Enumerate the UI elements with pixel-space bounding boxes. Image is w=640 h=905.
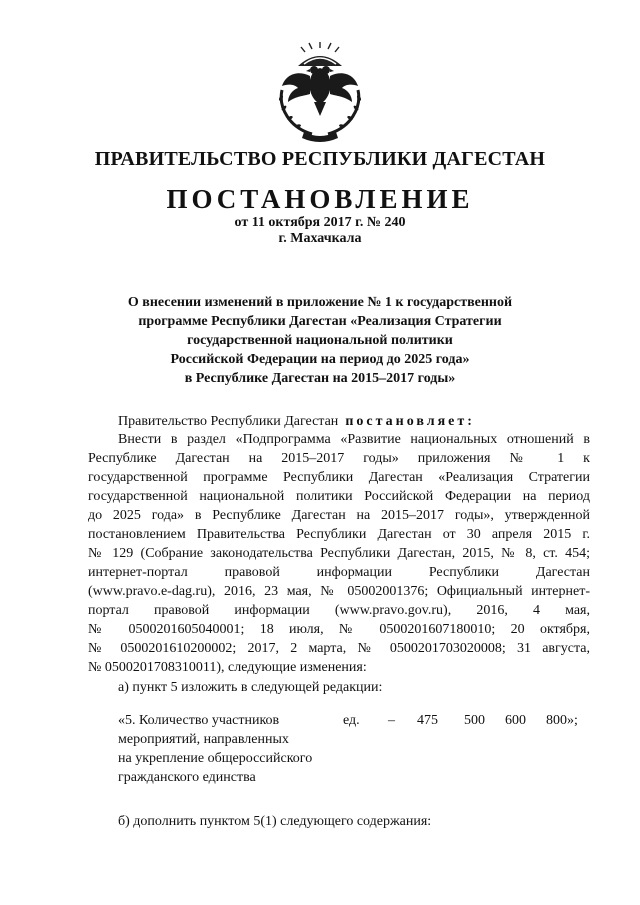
paragraph-line: (www.pravo.e-dag.ru), 2016, 23 мая, № 05002001376; Официальный интернет- <box>88 584 590 599</box>
paragraph-line: Республике Дагестан на 2015–2017 годы» приложения № 1 к <box>88 451 590 466</box>
indicator-value-2015: 475 <box>417 713 438 728</box>
paragraph-line: до 2025 года» в Республике Дагестан на 2015–2017 годы», утвержденной <box>88 508 590 523</box>
paragraph-line: Внести в раздел «Подпрограмма «Развитие национальных отношений в <box>118 432 590 447</box>
dagestan-coat-of-arms-icon <box>268 40 372 146</box>
document-subject <box>100 293 540 388</box>
indicator-label-line: мероприятий, направленных <box>118 732 289 747</box>
item-a: а) пункт 5 изложить в следующей редакции: <box>118 680 383 695</box>
indicator-value-2017: 600 <box>505 713 526 728</box>
document-date-number: от 11 октября 2017 г. № 240 <box>234 215 406 230</box>
indicator-label-line: на укрепление общероссийского <box>118 751 313 766</box>
paragraph-line: № 0500201605040001; 18 июля, № 0500201607180010; 20 октября, <box>88 622 590 637</box>
indicator-label-line: гражданского единства <box>118 770 256 785</box>
indicator-value-2016: 500 <box>464 713 485 728</box>
indicator-unit: ед. <box>343 713 360 728</box>
paragraph-line: № 0500201610200002; 2017, 2 марта, № 0500201703020008; 31 августа, <box>88 641 590 656</box>
paragraph-line: № 129 (Собрание законодательства Республики Дагестан, 2015, № 8, ст. 454; <box>88 546 590 561</box>
document-city: г. Махачкала <box>278 231 362 246</box>
document-type-title: ПОСТАНОВЛЕНИЕ <box>166 184 474 214</box>
indicator-label-line: «5. Количество участников <box>118 713 280 728</box>
paragraph-line: № 0500201708310011), следующие изменения: <box>88 660 367 675</box>
government-title: ПРАВИТЕЛЬСТВО РЕСПУБЛИКИ ДАГЕСТАН <box>94 148 546 170</box>
subject-line: О внесении изменений в приложение № 1 к государственной <box>127 295 513 310</box>
subject-line: Российской Федерации на период до 2025 года» <box>170 352 470 367</box>
resolution-intro: Правительство Республики Дагестан <box>118 414 339 429</box>
paragraph-line: государственной программе Республики Дагестан «Реализация Стратегии <box>88 470 590 485</box>
paragraph-line: портал правовой информации (www.pravo.gov.ru), 2016, 4 мая, <box>88 603 590 618</box>
indicator-value-total: 800»; <box>546 713 578 728</box>
subject-line: в Республике Дагестан на 2015–2017 годы» <box>184 371 456 386</box>
subject-line: государственной национальной политики <box>187 333 453 348</box>
paragraph-line: государственной национальной политики Российской Федерации на период <box>88 489 590 504</box>
subject-line: программе Республики Дагестан «Реализация Стратегии <box>138 314 502 329</box>
indicator-dash: – <box>388 713 395 728</box>
paragraph-line: постановлением Правительства Республики Дагестан от 30 апреля 2015 г. <box>88 527 590 542</box>
paragraph-line: интернет-портал правовой информации Республики Дагестан <box>88 565 590 580</box>
resolution-clause <box>118 414 475 430</box>
resolution-verb: постановляет: <box>345 414 475 429</box>
item-b: б) дополнить пунктом 5(1) следующего содержания: <box>118 814 432 829</box>
